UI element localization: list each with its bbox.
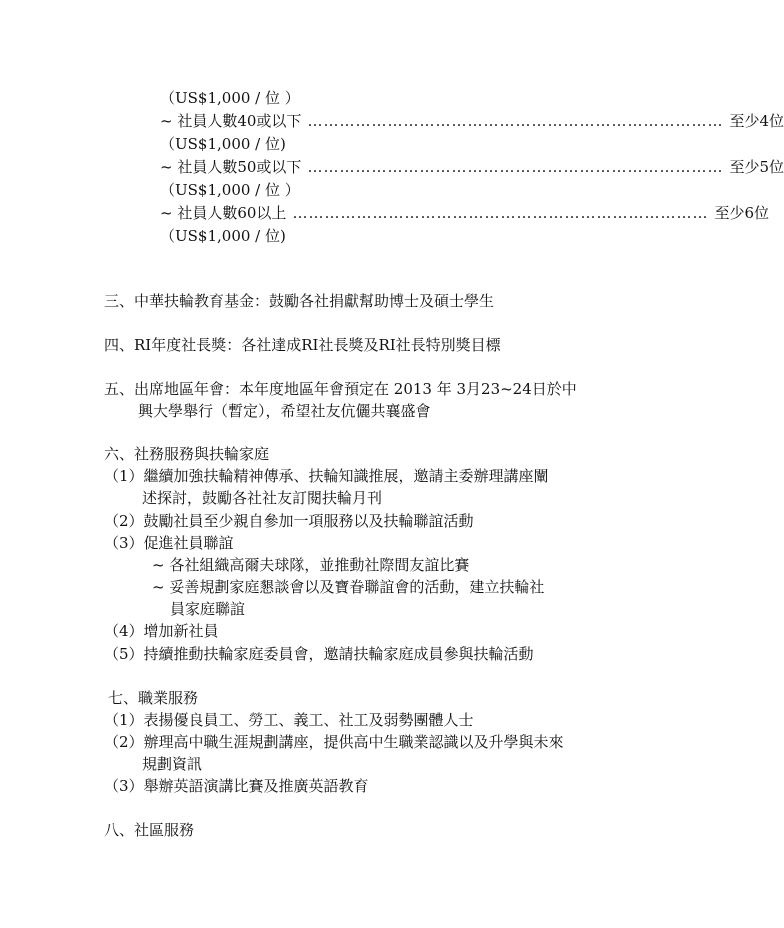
dot-leader: …………………………………………………………………… <box>292 204 709 222</box>
fee-leader-line-60 <box>160 203 769 223</box>
fee-leader-line-40 <box>160 111 784 131</box>
section-6-heading: 六、社務服務與扶輪家庭 <box>104 445 270 463</box>
section-4-heading: 四、RI年度社長獎：各社達成RI社長獎及RI社長特別獎目標 <box>104 336 501 354</box>
fee-line-1: （US$1,000 / 位 ） <box>160 89 300 107</box>
section-8-heading: 八、社區服務 <box>104 821 195 839</box>
section-3-heading: 三、中華扶輪教育基金：鼓勵各社捐獻幫助博士及碩士學生 <box>104 292 495 310</box>
fee-line-7: （US$1,000 / 位) <box>160 227 286 245</box>
section-7-item-2-line-1: （2）辦理高中職生涯規劃講座，提供高中生職業認識以及升學與未來 <box>104 733 564 751</box>
fee-label-60: ~ 社員人數60以上 <box>160 204 287 222</box>
fee-min-40: 至少4位 <box>729 112 784 130</box>
fee-min-50: 至少5位 <box>729 158 784 176</box>
section-6-item-1-line-1: （1）繼續加強扶輪精神傳承、扶輪知識推展，邀請主委辦理講座闡 <box>104 467 549 485</box>
section-6-item-3-sub-1: ~ 各社組織高爾夫球隊，並推動社際間友誼比賽 <box>152 556 470 574</box>
section-6-item-5: （5）持續推動扶輪家庭委員會，邀請扶輪家庭成員參與扶輪活動 <box>104 645 534 663</box>
fee-label-40: ~ 社員人數40或以下 <box>160 112 302 130</box>
dot-leader: …………………………………………………………………… <box>307 112 724 130</box>
section-7-item-1: （1）表揚優良員工、勞工、義工、社工及弱勢團體人士 <box>104 711 474 729</box>
section-6-item-1-line-2: 述探討，鼓勵各社社友訂閱扶輪月刊 <box>142 489 383 507</box>
fee-leader-line-50 <box>160 157 784 177</box>
section-7-item-3: （3）舉辦英語演講比賽及推廣英語教育 <box>104 777 369 795</box>
fee-label-50: ~ 社員人數50或以下 <box>160 158 302 176</box>
section-7-item-2-line-2: 規劃資訊 <box>142 755 203 773</box>
section-5-line-1: 五、出席地區年會：本年度地區年會預定在 2013 年 3月23~24日於中 <box>104 380 577 398</box>
section-6-item-3: （3）促進社員聯誼 <box>104 534 234 552</box>
fee-min-60: 至少6位 <box>714 204 769 222</box>
fee-line-3: （US$1,000 / 位) <box>160 135 286 153</box>
section-5-line-2: 興大學舉行（暫定），希望社友伉儷共襄盛會 <box>138 402 431 420</box>
section-6-item-3-sub-2-line-2: 員家庭聯誼 <box>170 600 246 618</box>
section-6-item-2: （2）鼓勵社員至少親自參加一項服務以及扶輪聯誼活動 <box>104 512 474 530</box>
fee-line-5: （US$1,000 / 位 ） <box>160 181 300 199</box>
dot-leader: …………………………………………………………………… <box>307 158 724 176</box>
section-7-heading: 七、職業服務 <box>108 689 199 707</box>
section-6-item-4: （4）增加新社員 <box>104 622 219 640</box>
section-6-item-3-sub-2-line-1: ~ 妥善規劃家庭懇談會以及寶眷聯誼會的活動，建立扶輪社 <box>152 578 545 596</box>
